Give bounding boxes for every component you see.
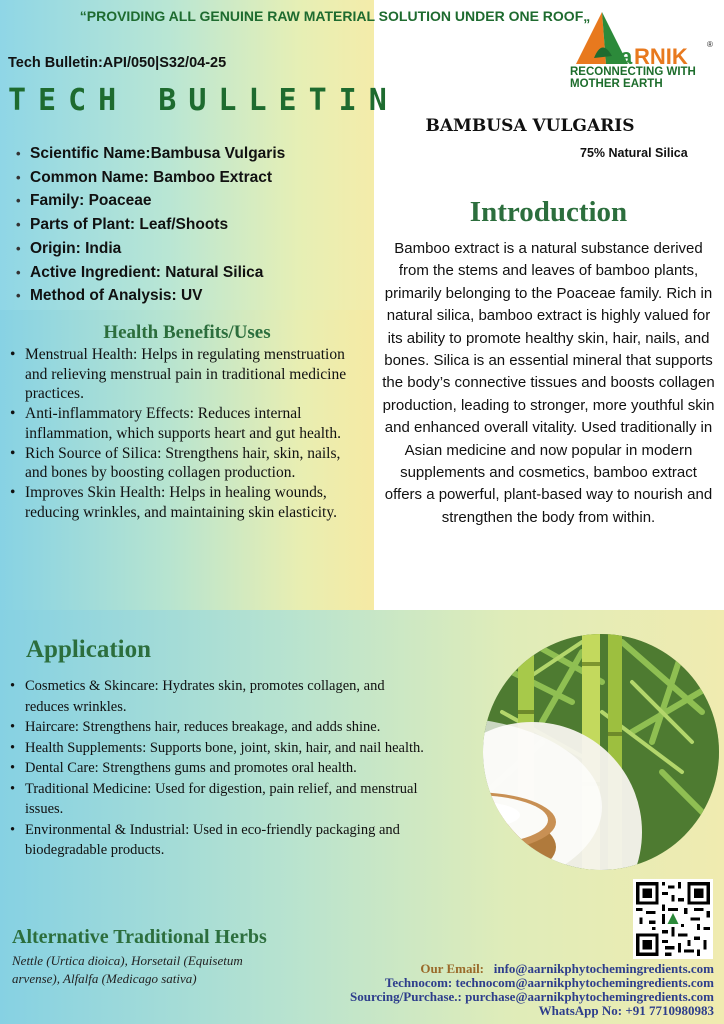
contact-email-link[interactable]: info@aarnikphytochemingredients.com (493, 961, 714, 976)
contact-email-label: Our Email: (420, 961, 485, 976)
alternative-herbs-text: Nettle (Urtica dioica), Horsetail (Equisetum arvense), Alfalfa (Medicago sativa) (12, 953, 243, 986)
info-item-method: • Method of Analysis: UV (16, 284, 285, 308)
info-item-scientific-name: • Scientific Name:Bambusa Vulgaris (16, 142, 285, 166)
contact-email-row (350, 962, 714, 976)
introduction-heading: Introduction (469, 196, 628, 228)
bulletin-id: Tech Bulletin:API/050|S32/04-25 (8, 55, 227, 71)
application-heading: Application (26, 636, 152, 663)
list-item: • Haircare: Strengthens hair, reduces breakage, and adds shine. (8, 717, 428, 738)
page-title: TECH BULLETIN (8, 83, 399, 118)
introduction-text: Bamboo extract is a natural substance derived from the stems and leaves of bamboo plants, primarily belonging to the Poaceae family. Rich in natural silica, bamboo extract is highly valued for its ability to promote healthy skin, hair, nails, and bones. Silica is an essential mineral that supports the body’s connective tissues and boosts collagen production, leading to stronger, more youthful skin and enhanced overall vitality. Used traditionally in Asian medicine and now popular in modern supplements and cosmetics, bamboo extract offers a powerful, plant-based way to nourish and strengthen the body from within. (382, 240, 715, 526)
health-benefits-heading: Health Benefits/Uses (103, 322, 271, 343)
info-item-family: • Family: Poaceae (16, 189, 285, 213)
slogan: “PROVIDING ALL GENUINE RAW MATERIAL SOLUTION UNDER ONE ROOF„ (79, 8, 591, 24)
list-item: • Cosmetics & Skincare: Hydrates skin, promotes collagen, and reduces wrinkles. (8, 676, 428, 717)
logo-brand-rest: RNIK (634, 44, 688, 69)
logo-tagline (570, 66, 720, 90)
silica-content: 75% Natural Silica (580, 146, 688, 160)
alternative-herbs-heading: Alternative Traditional Herbs (12, 926, 267, 948)
list-item: • Rich Source of Silica: Strengthens hair, skin, nails, and bones by boosting collagen production. (8, 444, 364, 483)
contact-whatsapp-label: WhatsApp No: (538, 1003, 623, 1018)
info-item-parts: • Parts of Plant: Leaf/Shoots (16, 213, 285, 237)
bamboo-silica-photo (482, 622, 720, 882)
info-item-common-name: • Common Name: Bamboo Extract (16, 166, 285, 190)
list-item: • Dental Care: Strengthens gums and promotes oral health. (8, 758, 428, 779)
contact-block (350, 962, 714, 1018)
product-name: BAMBUSA VULGARIS (425, 116, 635, 136)
list-item: • Menstrual Health: Helps in regulating menstruation and relieving menstrual pain in traditional medicine practices. (8, 345, 364, 404)
contact-technocom-row (350, 976, 714, 990)
health-benefits-list (8, 345, 364, 522)
qr-code[interactable] (633, 879, 713, 959)
list-item: • Environmental & Industrial: Used in eco-friendly packaging and biodegradable products. (8, 820, 428, 861)
list-item: • Improves Skin Health: Helps in healing wounds, reducing wrinkles, and maintaining skin elasticity. (8, 483, 364, 522)
list-item: • Anti-inflammatory Effects: Reduces internal inflammation, which supports heart and gut health. (8, 404, 364, 443)
contact-sourcing-row (350, 990, 714, 1004)
info-item-origin: • Origin: India (16, 237, 285, 261)
logo-tagline-line1: RECONNECTING WITH (570, 66, 696, 78)
contact-whatsapp-row (350, 1004, 714, 1018)
contact-sourcing-link[interactable]: purchase@aarnikphytochemingredients.com (465, 989, 714, 1004)
application-list (8, 676, 428, 861)
product-info-list (16, 142, 285, 308)
contact-technocom-link[interactable]: technocom@aarnikphytochemingredients.com (455, 975, 714, 990)
logo-tagline-line2: MOTHER EARTH (570, 78, 663, 90)
info-item-active-ingredient: • Active Ingredient: Natural Silica (16, 261, 285, 285)
contact-sourcing-label: Sourcing/Purchase.: (350, 989, 462, 1004)
contact-whatsapp-number[interactable]: +91 7710980983 (625, 1003, 714, 1018)
list-item: • Health Supplements: Supports bone, joint, skin, hair, and nail health. (8, 738, 428, 759)
contact-technocom-label: Technocom: (384, 975, 453, 990)
registered-mark: ® (707, 40, 713, 49)
logo-brand: a (620, 44, 633, 69)
list-item: • Traditional Medicine: Used for digestion, pain relief, and menstrual issues. (8, 779, 428, 820)
